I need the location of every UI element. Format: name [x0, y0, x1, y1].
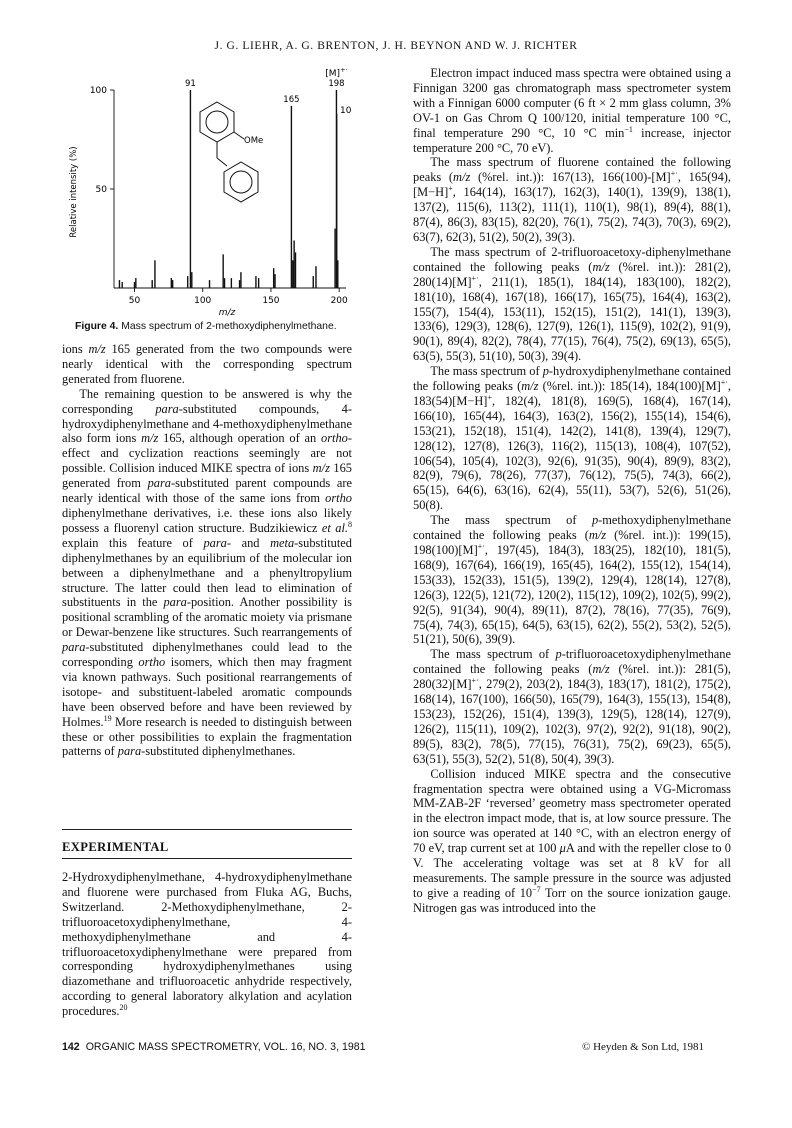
peak-label: 165 [283, 94, 300, 105]
paragraph: ions m/z 165 generated from the two compounds were nearly identical with the corresponding spectrum generated from fluorene. [62, 342, 352, 386]
molecular-ion-tag: [M]+· [325, 66, 348, 79]
x-tick-label: 50 [128, 296, 141, 306]
journal-name: ORGANIC MASS SPECTROMETRY, VOL. 16, NO. 3, 1981 [85, 1041, 366, 1053]
page-footer-left [62, 1041, 366, 1053]
page-number: 142 [62, 1041, 80, 1053]
figure-caption-label: Figure 4. [75, 321, 119, 332]
paragraph: The mass spectrum of fluorene contained the following peaks (m/z (%rel. int.)): 167(13), 166(100)-[M]+·, 165(94), [M−H]+, 164(14), 163(17), 162(3), 140(1), 139(9), 138(1), 137(2), 115(6), 113(2), 111(1), 110(1), 98(1), 89(4), 88(1), 87(4), 86(3), 83(15), 82(20), 76(1), 75(2), 74(3), 70(3), 69(2), 63(7), 62(3), 51(2), 50(2), 39(3). [413, 155, 731, 244]
y-tick-label: 50 [95, 185, 107, 195]
x-tick-label: 150 [262, 296, 280, 306]
figure-caption-text: Mass spectrum of 2-methoxydiphenylmethane. [118, 321, 337, 332]
paragraph: The remaining question to be answered is why the corresponding para-substituted compounds, 4-hydroxydiphenylmethane and 4-methoxydiphenylmethane also form ions m/z 165, although operation of an ortho-effect and cyclization reactions seemingly are not possible. Collision induced MIKE spectra of ions m/z 165 generated from para-substituted parent compounds are nearly identical with those of the same ions from ortho diphenylmethane derivatives, i.e. these ions also likely possess a fluorenyl cation structure. Budzikiewicz et al.$^8$ explain this feature of para- and meta-substituted diphenylmethanes by an equilibrium of the molecular ion between a diphenylmethane and a phenyltropylium structure. The latter could then lead to elimination of substituents in the para-position. Another possibility is positional scrambling of the aromatic moiety via prismane or Dewar-benzene like structures. Such rearrangements of para-substituted diphenylmethanes could lead to the corresponding ortho isomers, which then may fragment via known pathways. Such positional rearrangements of isotope- and substituent-labeled aromatic compounds have been observed before and have been reviewed by Holmes.$^{19}$ More research is needed to distinguish between these or other possibilities to explain the fragmentation patterns of para-substituted diphenylmethanes. [62, 386, 353, 759]
peak-series [119, 90, 337, 288]
left-column [62, 342, 352, 759]
figure-caption [75, 321, 365, 332]
structure-2-methoxydiphenylmethane [200, 102, 258, 202]
x-tick-label: 200 [330, 296, 348, 306]
section-rule-bottom [62, 858, 352, 859]
x-axis-label: m/z [218, 308, 236, 318]
peak-label: 91 [185, 79, 196, 89]
figure-4 [62, 62, 354, 337]
mass-spectrum-chart [62, 62, 354, 320]
section-rule-top [62, 829, 352, 830]
paragraph: The mass spectrum of p-trifluoroacetoxydiphenylmethane contained the following peaks (m/z (%rel. int.)): 281(5), 280(32)[M]+·, 279(2), 203(2), 184(3), 183(17), 181(2), 175(2), 168(14), 167(100), 166(50), 165(79), 164(3), 155(13), 154(8), 153(23), 152(26), 151(4), 139(3), 129(5), 128(14), 127(9), 126(2), 115(11), 109(2), 102(3), 97(2), 92(2), 91(18), 90(2), 89(5), 83(2), 78(5), 77(15), 76(31), 75(2), 69(23), 65(5), 63(51), 55(3), 52(2), 51(8), 50(4), 39(3). [413, 647, 731, 766]
paragraph: Collision induced MIKE spectra and the consecutive fragmentation spectra were obtained using a VG-Micromass MM-ZAB-2F ‘reversed’ geometry mass spectrometer operated in the electron impact mode, that is, at low source pressure. The ion source was operated at 140 °C, with an electron energy of 70 eV, trap current set at 100 μA and with the repeller close to 0 V. The accelerating voltage was set at 8 kV for all measurements. The sample pressure in the source was adjusted to give a reading of $10^{-7}$ Torr on the source ionization gauge. Nitrogen gas was introduced into the [413, 766, 731, 915]
running-header: J. G. LIEHR, A. G. BRENTON, J. H. BEYNON AND W. J. RICHTER [214, 40, 578, 52]
methoxy-label: OMe [244, 136, 264, 146]
paragraph: The mass spectrum of p-methoxydiphenylmethane contained the following peaks (m/z (%rel. int.)): 199(15), 198(100)[M]+·, 197(45), 184(3), 183(25), 182(10), 181(5), 168(9), 167(64), 166(19), 165(45), 164(2), 155(12), 154(14), 153(33), 152(33), 151(5), 139(2), 129(4), 128(14), 127(8), 126(3), 122(5), 121(72), 120(2), 115(12), 109(2), 102(5), 99(2), 92(5), 91(34), 90(4), 89(11), 87(2), 78(16), 77(35), 76(9), 75(4), 74(3), 65(15), 64(5), 63(15), 62(2), 55(2), 53(2), 52(5), 51(21), 50(6), 39(9). [413, 513, 731, 647]
y-tick-label: 100 [89, 86, 107, 96]
y-ticks [90, 86, 114, 195]
paragraph: 2-Hydroxydiphenylmethane, 4-hydroxydiphenylmethane and fluorene were purchased from Fluka AG, Buchs, Switzerland. 2-Methoxydiphenylmethane, 2-trifluoroacetoxydiphenylmethane, 4-methoxydiphenylmethane and 4-trifluoroacetoxydiphenylmethane were prepared from corresponding hydroxydiphenylmethanes using diazomethane and trifluoroacetic anhydride respectively, according to general laboratory alkylation and acylation procedures.$^{20}$ [62, 870, 352, 1019]
copyright: © Heyden & Son Ltd, 1981 [582, 1041, 705, 1053]
paragraph: The mass spectrum of 2-trifluoroacetoxy-diphenylmethane contained the following peaks (m/z (%rel. int.)): 281(2), 280(14)[M]+·, 211(1), 185(1), 184(14), 183(100), 182(2), 181(10), 168(4), 167(18), 166(17), 165(75), 164(4), 163(2), 155(7), 154(4), 153(11), 152(15), 151(2), 141(1), 139(3), 133(6), 129(3), 128(6), 127(9), 126(1), 115(9), 102(2), 91(9), 90(1), 89(4), 82(2), 78(4), 77(15), 76(4), 75(2), 69(13), 65(5), 63(5), 55(3), 51(10), 50(3), 39(4). [413, 244, 731, 364]
right-column [413, 66, 731, 916]
paragraph: The mass spectrum of p-hydroxydiphenylmethane contained the following peaks (m/z (%rel. int.)): 185(14), 184(100)[M]+·, 183(54)[M−H]+, 182(4), 181(8), 169(5), 168(4), 167(14), 166(10), 165(44), 164(3), 163(2), 156(2), 155(14), 154(6), 153(21), 152(18), 151(4), 142(2), 141(8), 139(4), 129(7), 128(12), 127(8), 126(3), 116(2), 115(13), 108(4), 107(52), 106(54), 105(4), 102(3), 92(6), 91(35), 90(4), 89(9), 83(2), 82(9), 79(6), 78(26), 77(37), 76(12), 75(5), 74(3), 66(2), 65(15), 64(6), 63(16), 62(4), 55(11), 53(7), 52(6), 51(26), 50(8). [413, 364, 732, 513]
x-tick-label: 100 [194, 296, 212, 306]
scale-marker-label: 10 [340, 106, 352, 116]
section-heading-experimental: EXPERIMENTAL [62, 840, 169, 854]
x-ticks [129, 288, 348, 306]
paragraph: Electron impact induced mass spectra were obtained using a Finnigan 3200 gas chromatograph mass spectrometer system with a Finnigan 6000 computer (6 ft × 2 mm glass column, 3% OV-1 on Gas Chrom Q 100/120, initial temperature 100 °C, final temperature 290 °C, 10 °C $\min^{-1}$ increase, injector temperature 200 °C, 70 eV). [413, 66, 731, 155]
experimental-text [62, 870, 352, 1019]
peak-annotations [185, 66, 348, 105]
y-axis-label: Relative intensity (%) [69, 146, 79, 238]
peak-label: 198 [328, 79, 345, 89]
